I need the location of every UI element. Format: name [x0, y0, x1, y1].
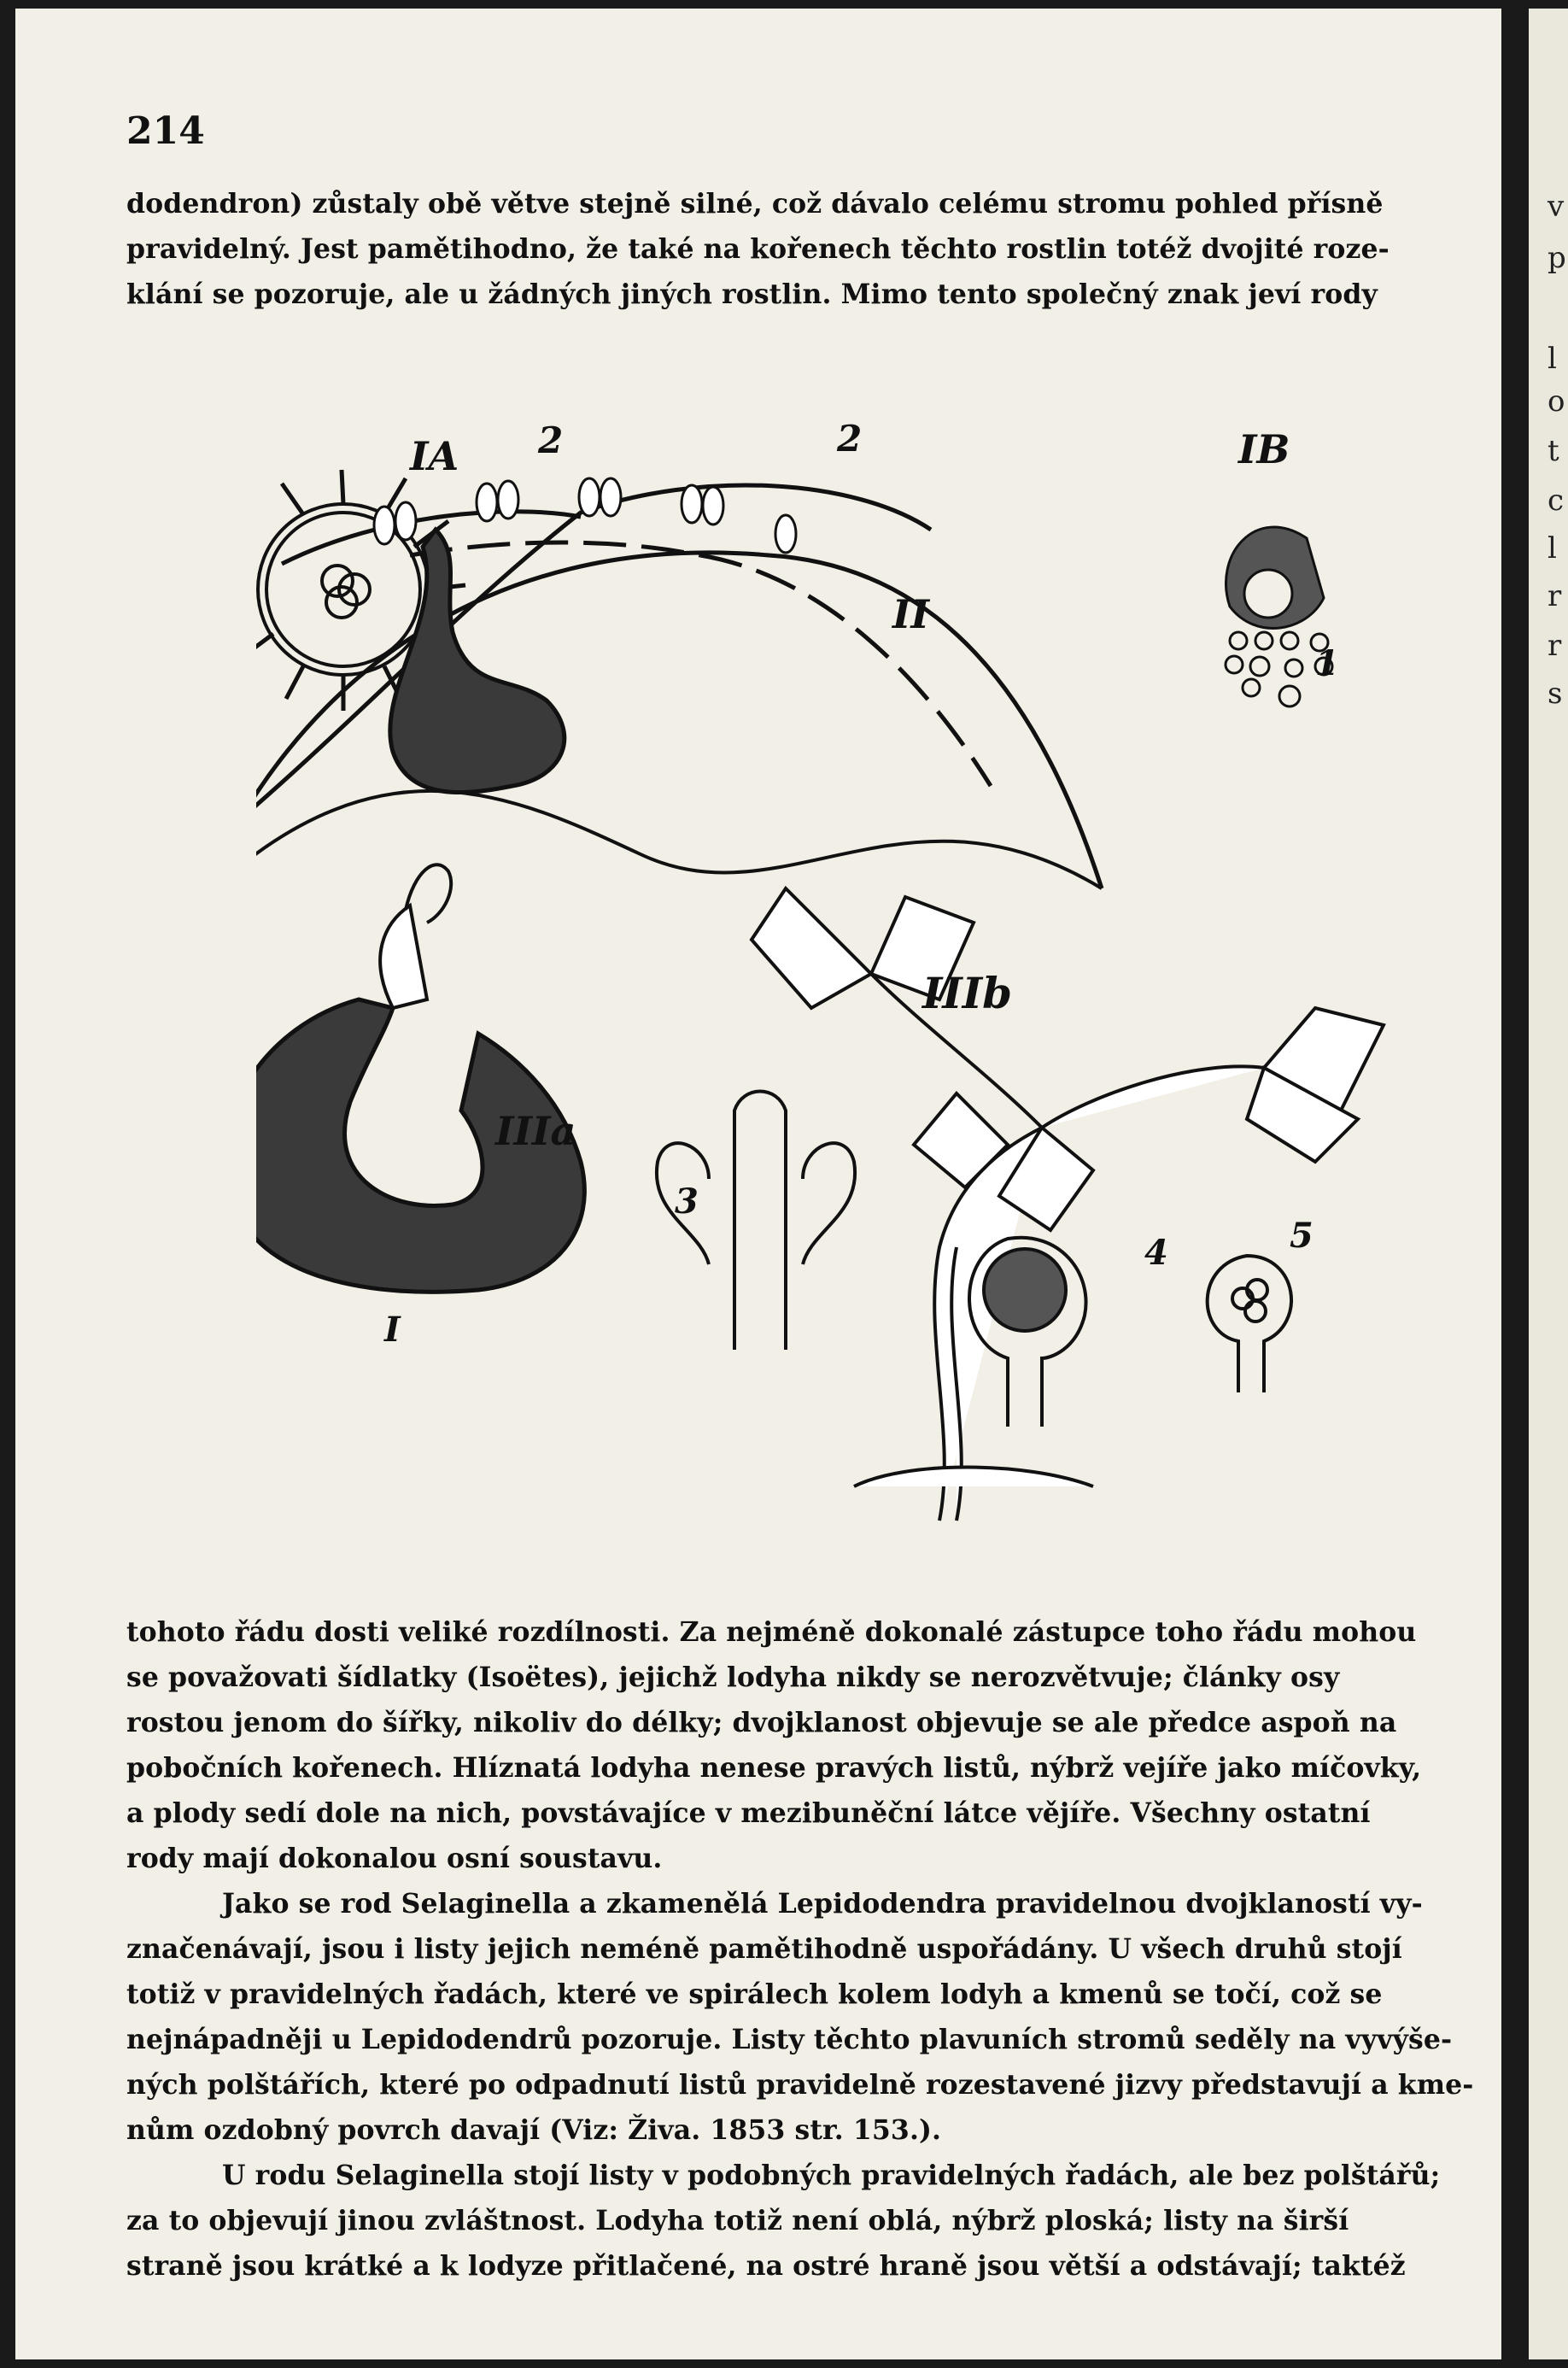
text-line: klání se pozoruje, ale u žádných jiných rostlin. Mimo tento společný znak jeví rody: [126, 278, 1378, 310]
edge-letter: t: [1548, 434, 1559, 468]
isoetes-body-drawing: [256, 865, 584, 1292]
label-ii: II: [892, 591, 930, 637]
label-2a: 2: [538, 419, 564, 461]
label-iiia: IIIa: [495, 1108, 576, 1154]
text-line: straně jsou krátké a k lodyze přitlačené, na ostré hraně jsou větší a odstávají; taktéž: [126, 2250, 1406, 2282]
label-4: 4: [1144, 1233, 1168, 1273]
illustration-svg: [256, 410, 1503, 1538]
edge-letter: o: [1548, 384, 1565, 419]
text-line: tohoto řádu dosti veliké rozdílnosti. Za nejméně dokonalé zástupce toho řádu mohou: [126, 1616, 1417, 1648]
top-paragraph: [126, 181, 1493, 317]
edge-letter: c: [1548, 484, 1565, 518]
text-line: značenávají, jsou i listy jejich neméně pamětihodně uspořádány. U všech druhů stojí: [126, 1933, 1402, 1965]
text-line: nům ozdobný povrch davají (Viz: Živa. 1853 str. 153.).: [126, 2114, 942, 2146]
label-ib: IB: [1238, 426, 1290, 472]
label-iiib: IIIb: [922, 968, 1013, 1018]
text-line: rody mají dokonalou osní soustavu.: [126, 1843, 663, 1874]
edge-letter: p: [1548, 241, 1566, 275]
text-line: pobočních kořenech. Hlíznatá lodyha nenese pravých listů, nýbrž vejíře jako míčovky,: [126, 1752, 1422, 1784]
paragraph-3: [126, 2153, 1493, 2289]
text-line: totiž v pravidelných řadách, které ve spirálech kolem lodyh a kmenů se točí, což se: [126, 1978, 1383, 2010]
edge-letter: s: [1548, 677, 1563, 711]
text-line: a plody sedí dole na nich, povstávajíce v mezibuněční látce vějíře. Všechny ostatní: [126, 1797, 1371, 1829]
text-line: pravidelný. Jest pamětihodno, že také na kořenech těchto rostlin totéž dvojité roze-: [126, 233, 1390, 265]
label-1: 1: [1315, 643, 1339, 683]
edge-letter: l: [1548, 342, 1557, 376]
label-3: 3: [675, 1181, 699, 1222]
edge-letter: r: [1548, 579, 1562, 613]
label-ia: IA: [410, 433, 459, 479]
label-2b: 2: [837, 418, 863, 460]
edge-letter: l: [1548, 531, 1557, 566]
paragraph-1: [126, 1609, 1493, 1881]
label-5: 5: [1290, 1216, 1313, 1256]
text-line: ných polštářích, které po odpadnutí listů pravidelně rozestavené jizvy představují a kme-: [126, 2069, 1474, 2101]
label-i: I: [384, 1310, 401, 1350]
section-5-drawing: [1208, 1256, 1291, 1392]
text-line: nejnápadněji u Lepidodendrů pozoruje. Listy těchto plavuních stromů seděly na vyvýše-: [126, 2024, 1453, 2055]
page-number: 214: [126, 109, 205, 153]
paragraph-2: [126, 1881, 1493, 2153]
edge-letter: r: [1548, 629, 1562, 663]
text-line: se považovati šídlatky (Isoëtes), jejichž lodyha nikdy se nerozvětvuje; články osy: [126, 1662, 1340, 1693]
text-line: za to objevují jinou zvláštnost. Lodyha totiž není oblá, nýbrž ploská; listy na širší: [126, 2205, 1349, 2236]
text-line: dodendron) zůstaly obě větve stejně silné, což dávalo celému stromu pohled přísně: [126, 188, 1384, 220]
botanical-illustration: [256, 410, 1503, 1538]
text-line: U rodu Selaginella stojí listy v podobných pravidelných řadách, ale bez polštářů;: [222, 2160, 1441, 2191]
edge-letter: v: [1548, 190, 1565, 224]
text-line: rostou jenom do šířky, nikoliv do délky; dvojklanost objevuje se ale předce aspoň na: [126, 1707, 1397, 1738]
sporophyll-arc-drawing: [256, 485, 1102, 888]
text-line: Jako se rod Selaginella a zkamenělá Lepidodendra pravidelnou dvojklaností vy-: [222, 1888, 1423, 1920]
